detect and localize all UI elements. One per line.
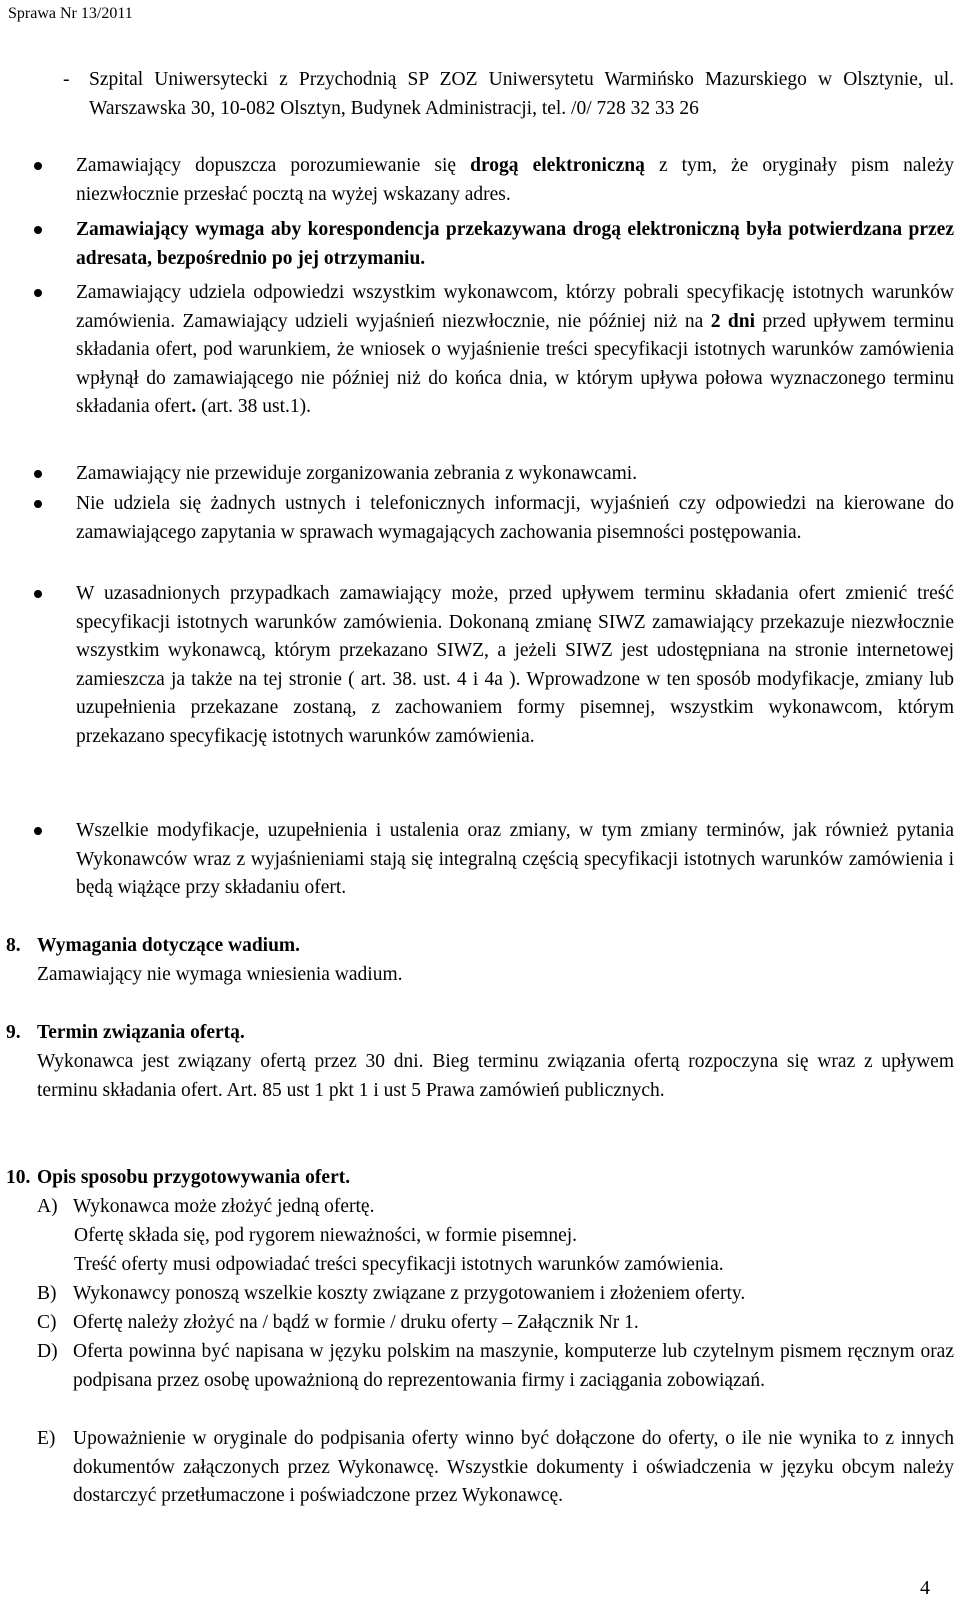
section-9-body: Wykonawca jest związany ofertą przez 30 dni. Bieg terminu związania ofertą rozpoczyna się wraz z upływem terminu składania ofert. Art. 85 ust 1 pkt 1 i ust 5 Prawa zamówień publicznych. — [37, 1051, 954, 1101]
bullet-3-text-c: (art. 38 ust.1). — [196, 396, 312, 418]
section-9-number: 9. — [6, 1022, 21, 1043]
bullet-item-6 — [76, 580, 954, 752]
bullet-3-text-b: przed upływem terminu składania ofert, pod warunkiem, że wniosek o wyjaśnienie treści specyfikacji istotnych warunków zamówienia wpłynął do zamawiającego nie później niż do końca dnia, w którym upływa połowa wyznaczonego terminu składania ofert — [76, 310, 955, 418]
bullet-4-text: Zamawiający nie przewiduje zorganizowania zebrania z wykonawcami. — [76, 463, 638, 484]
intro-dash-item — [63, 66, 954, 123]
bullet-3-bold-dot: . — [191, 396, 197, 418]
bullet-item-3 — [76, 279, 954, 422]
bullet-3-text-a: Zamawiający udziela odpowiedzi wszystkim wykonawcom, którzy pobrali specyfikację istotnych warunków zamówienia. Zamawiający udzieli wyjaśnień niezwłocznie, nie później niż na — [76, 282, 954, 332]
running-header: Sprawa Nr 13/2011 — [8, 5, 133, 22]
item-letter-a: A) — [37, 1196, 58, 1217]
bullet-dot — [34, 500, 42, 508]
bullet-dot — [34, 162, 42, 170]
section-8-title: Wymagania dotyczące wadium. — [37, 935, 301, 956]
item-a-text: Wykonawca może złożyć jedną ofertę. — [73, 1196, 375, 1217]
intro-dash-text: Szpital Uniwersytecki z Przychodnią SP ZOZ Uniwersytetu Warmińsko Mazurskiego w Olsztynie, ul. Warszawska 30, 10-082 Olsztyn, Budynek Administracji, tel. /0/ 728 32 33 26 — [89, 69, 954, 119]
bullet-item-4 — [76, 460, 954, 489]
bullet-item-2 — [76, 216, 954, 273]
item-c-text: Ofertę należy złożyć na / bądź w formie / druku oferty – Załącznik Nr 1. — [73, 1312, 639, 1333]
item-letter-d: D) — [37, 1341, 58, 1362]
bullet-dot — [34, 226, 42, 234]
item-letter-b: B) — [37, 1283, 57, 1304]
section-10-number: 10. — [6, 1167, 31, 1188]
bullet-1-text-b: z tym, że oryginały pism należy niezwłocznie przesłać pocztą na wyżej wskazany adres. — [76, 155, 955, 205]
item-a-line-2: Ofertę składa się, pod rygorem nieważności, w formie pisemnej. — [74, 1225, 578, 1246]
item-e-text: Upoważnienie w oryginale do podpisania oferty winno być dołączone do oferty, o ile nie wynika to z innych dokumentów załączonych przez Wykonawcę. Wszystkie dokumenty i oświadczenia w języku obcym należy dostarczyć przetłumaczone i poświadczone przez Wykonawcę. — [73, 1428, 954, 1507]
bullet-dot — [34, 289, 42, 297]
item-letter-e: E) — [37, 1428, 56, 1449]
item-letter-c: C) — [37, 1312, 57, 1333]
bullet-dot — [34, 827, 42, 835]
section-9-title: Termin związania ofertą. — [37, 1022, 245, 1043]
section-10-title: Opis sposobu przygotowywania ofert. — [37, 1167, 351, 1188]
item-d-text: Oferta powinna być napisana w języku polskim na maszynie, komputerze lub czytelnym pismem ręcznym oraz podpisana przez osobę upoważnioną do reprezentowania firmy i zaciągania zobowiązań. — [73, 1341, 954, 1391]
bullet-7-text: Wszelkie modyfikacje, uzupełnienia i ustalenia oraz zmiany, w tym zmiany terminów, jak również pytania Wykonawców wraz z wyjaśnieniami stają się integralną częścią specyfikacji istotnych warunków zamówienia i będą wiążące przy składaniu ofert. — [76, 820, 954, 899]
bullet-dot — [34, 470, 42, 478]
item-a-line-3: Treść oferty musi odpowiadać treści specyfikacji istotnych warunków zamówienia. — [74, 1254, 724, 1275]
section-8-number: 8. — [6, 935, 21, 956]
bullet-1-bold: drogą elektroniczną — [470, 155, 645, 176]
bullet-1-text-a: Zamawiający dopuszcza porozumiewanie się — [76, 155, 471, 176]
bullet-item-5 — [76, 490, 954, 547]
bullet-5-text: Nie udziela się żadnych ustnych i telefonicznych informacji, wyjaśnień czy odpowiedzi na kierowane do zamawiającego zapytania w sprawach wymagających zachowania pisemności postępowania. — [76, 493, 954, 543]
bullet-6-text: W uzasadnionych przypadkach zamawiający może, przed upływem terminu składania ofert zmienić treść specyfikacji istotnych warunków zamówienia. Dokonaną zmianę SIWZ zamawiający przekazuje niezwłocznie wszystkim wykonawcą, którym przekazano SIWZ, a jeżeli SIWZ jest udostępniana na stronie internetowej zamieszcza ja także na tej stronie ( art. 38. ust. 4 i 4a ). Wprowadzone w ten sposób modyfikacje, zmiany lub uzupełnienia przekazane zostaną, z zachowaniem formy pisemnej, wszystkim wykonawcom, którym przekazano specyfikację istotnych warunków zamówienia. — [76, 583, 954, 747]
dash-marker: - — [63, 69, 70, 90]
section-8-body: Zamawiający nie wymaga wniesienia wadium. — [37, 964, 403, 985]
bullet-item-1 — [76, 152, 954, 209]
bullet-item-7 — [76, 817, 954, 903]
page-number: 4 — [920, 1577, 930, 1599]
bullet-3-bold: 2 dni — [710, 310, 756, 332]
bullet-dot — [34, 590, 42, 598]
bullet-2-text: Zamawiający wymaga aby korespondencja przekazywana drogą elektroniczną była potwierdzana przez adresata, bezpośrednio po jej otrzymaniu. — [76, 219, 954, 269]
item-b-text: Wykonawcy ponoszą wszelkie koszty związane z przygotowaniem i złożeniem oferty. — [73, 1283, 746, 1304]
